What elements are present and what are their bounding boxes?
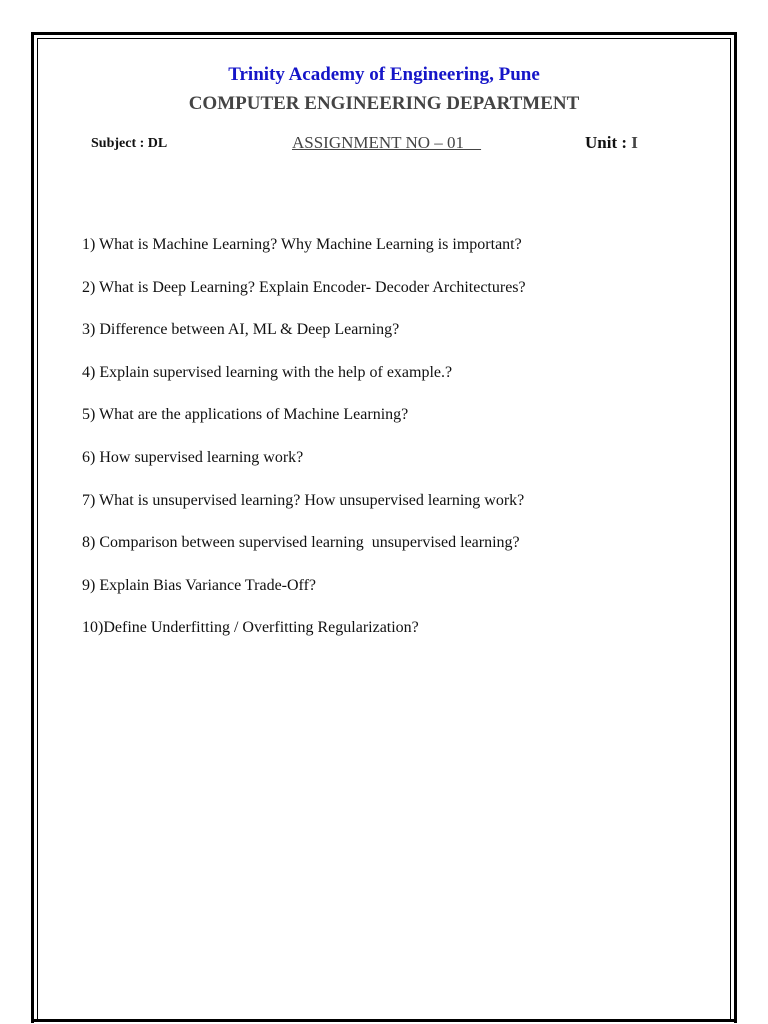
question-item: 6) How supervised learning work? <box>82 448 304 466</box>
question-item: 1) What is Machine Learning? Why Machine Learning is important? <box>82 236 522 253</box>
question-item: 7) What is unsupervised learning? How unsupervised learning work? <box>82 491 525 509</box>
unit-value: I <box>631 133 638 152</box>
question-item: 10)Define Underfitting / Overfitting Regularization? <box>82 619 419 637</box>
page-border-bottom <box>31 1019 737 1022</box>
question-item: 3) Difference between AI, ML & Deep Learning? <box>82 321 400 339</box>
unit-label-text: Unit : <box>585 133 632 152</box>
question-list <box>82 235 702 661</box>
college-name: Trinity Academy of Engineering, Pune <box>228 64 540 85</box>
unit-label <box>585 133 638 153</box>
question-item: 8) Comparison between supervised learning unsupervised learning? <box>82 534 520 552</box>
question-item: 9) Explain Bias Variance Trade-Off? <box>82 576 317 594</box>
question-item: 2) What is Deep Learning? Explain Encoder- Decoder Architectures? <box>82 278 526 296</box>
question-item: 4) Explain supervised learning with the help of example.? <box>82 363 453 381</box>
assignment-title: ASSIGNMENT NO – 01 <box>292 133 482 152</box>
question-item: 5) What are the applications of Machine Learning? <box>82 406 409 424</box>
subject-label: Subject : DL <box>91 136 168 151</box>
department-name: COMPUTER ENGINEERING DEPARTMENT <box>188 93 580 114</box>
